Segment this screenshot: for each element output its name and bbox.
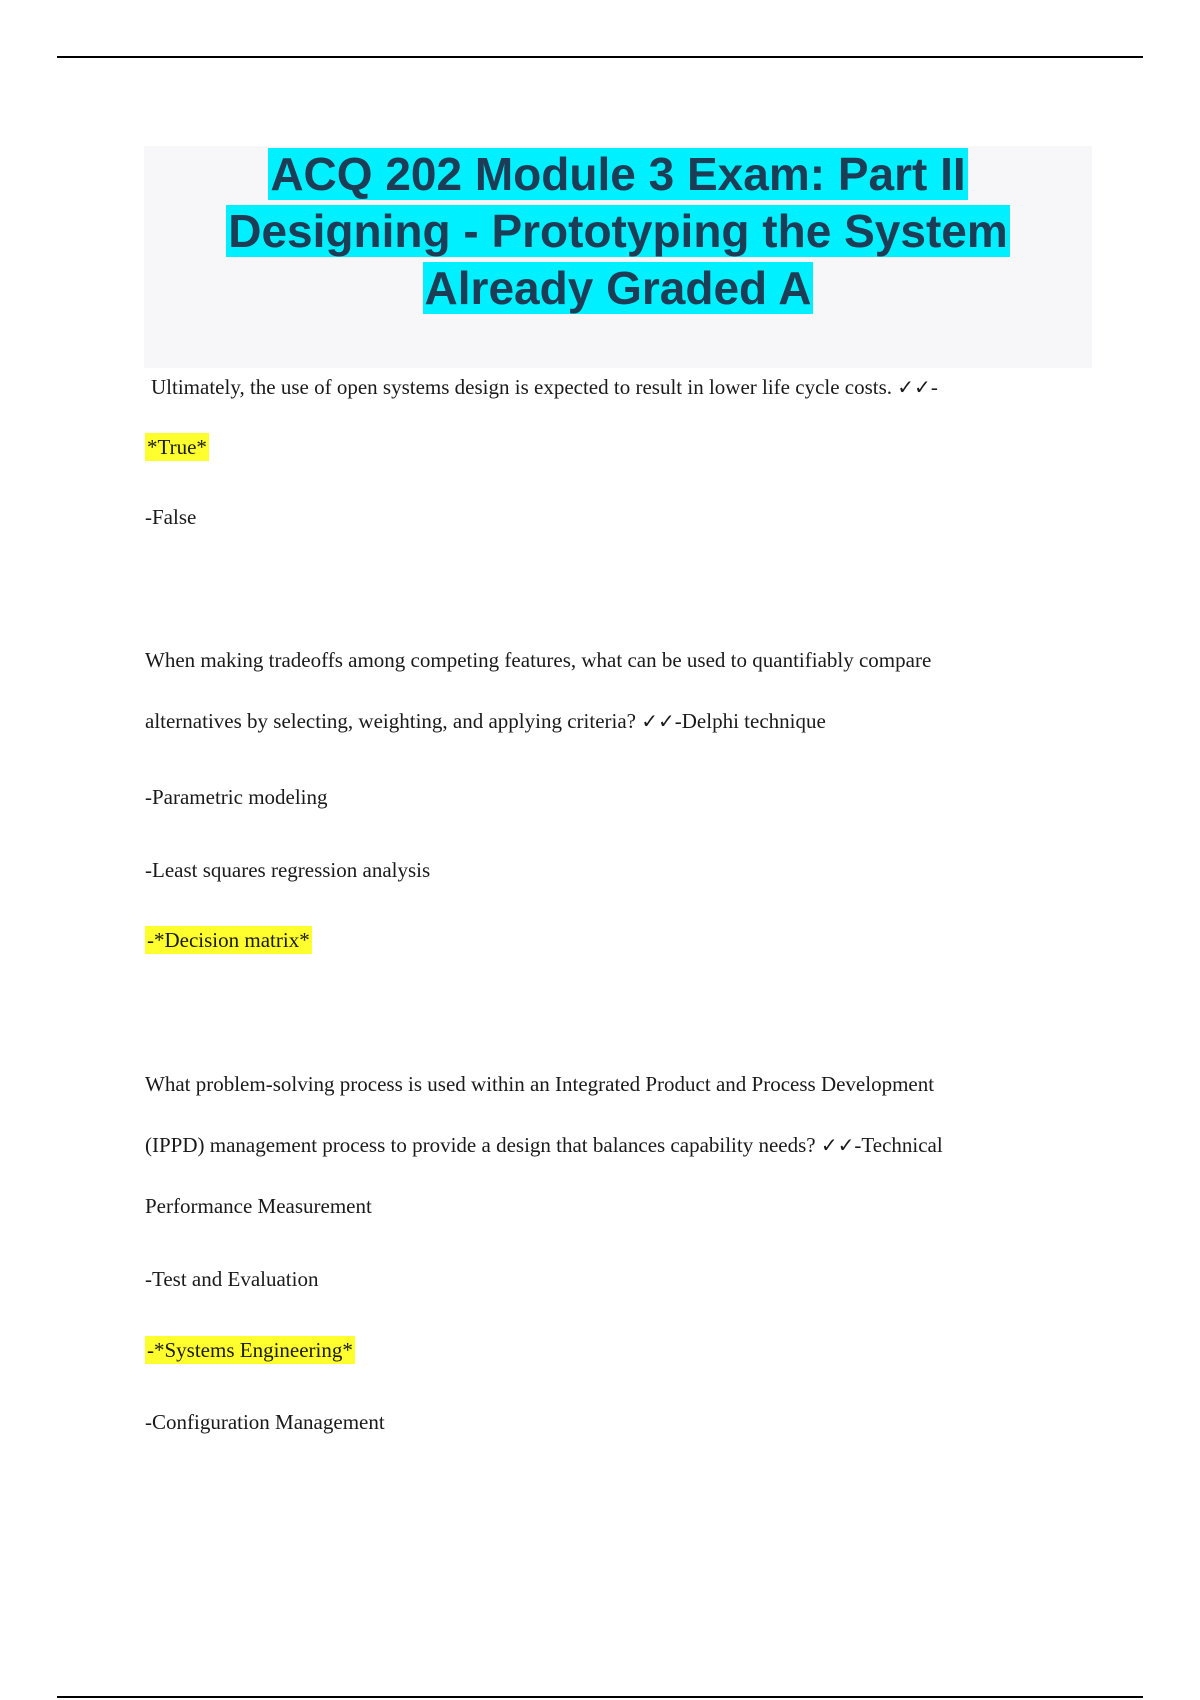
q2-after-mark: -Delphi technique xyxy=(674,709,826,733)
q1-option-1 xyxy=(145,432,209,462)
check-mark-icon: ✓✓ xyxy=(897,375,931,399)
q3-question-line-3: Performance Measurement xyxy=(145,1194,372,1218)
q1-correct-answer: *True* xyxy=(147,435,207,459)
q3-option-2 xyxy=(145,1335,355,1365)
q3-after-mark: -Technical xyxy=(854,1133,943,1157)
q2-option-3 xyxy=(145,925,312,955)
q2-question-line-1: When making tradeoffs among competing features, what can be used to quantifiably compare xyxy=(145,648,932,672)
q2-correct-answer: -*Decision matrix* xyxy=(147,928,310,952)
title-line-1: ACQ 202 Module 3 Exam: Part II xyxy=(270,148,966,200)
top-divider xyxy=(57,56,1143,58)
check-mark-icon: ✓✓ xyxy=(641,709,675,733)
bottom-divider xyxy=(57,1696,1143,1698)
q2-question-line-2-text: alternatives by selecting, weighting, and applying criteria? xyxy=(145,709,636,733)
q3-question-line-2-text: (IPPD) management process to provide a design that balances capability needs? xyxy=(145,1133,816,1157)
title-line-2: Designing - Prototyping the System xyxy=(228,205,1008,257)
q2-option-1: -Parametric modeling xyxy=(145,785,328,809)
title-block xyxy=(144,146,1092,368)
q1-after-mark: - xyxy=(930,375,938,399)
check-mark-icon: ✓✓ xyxy=(820,1133,855,1157)
title-line-3: Already Graded A xyxy=(424,262,812,314)
document-title xyxy=(226,146,1010,317)
q3-question-line-1: What problem-solving process is used within an Integrated Product and Process Development xyxy=(145,1072,935,1096)
q3-correct-answer: -*Systems Engineering* xyxy=(147,1338,353,1362)
q1-question-text: Ultimately, the use of open systems design is expected to result in lower life cycle costs. xyxy=(151,375,893,399)
q2-option-2: -Least squares regression analysis xyxy=(145,858,431,882)
q2-question-line-2 xyxy=(145,706,826,736)
q3-option-3: -Configuration Management xyxy=(145,1410,385,1434)
q1-option-2: -False xyxy=(145,505,197,529)
q3-option-1: -Test and Evaluation xyxy=(145,1267,319,1291)
q1-question xyxy=(151,372,938,402)
q3-question-line-2 xyxy=(145,1130,943,1160)
